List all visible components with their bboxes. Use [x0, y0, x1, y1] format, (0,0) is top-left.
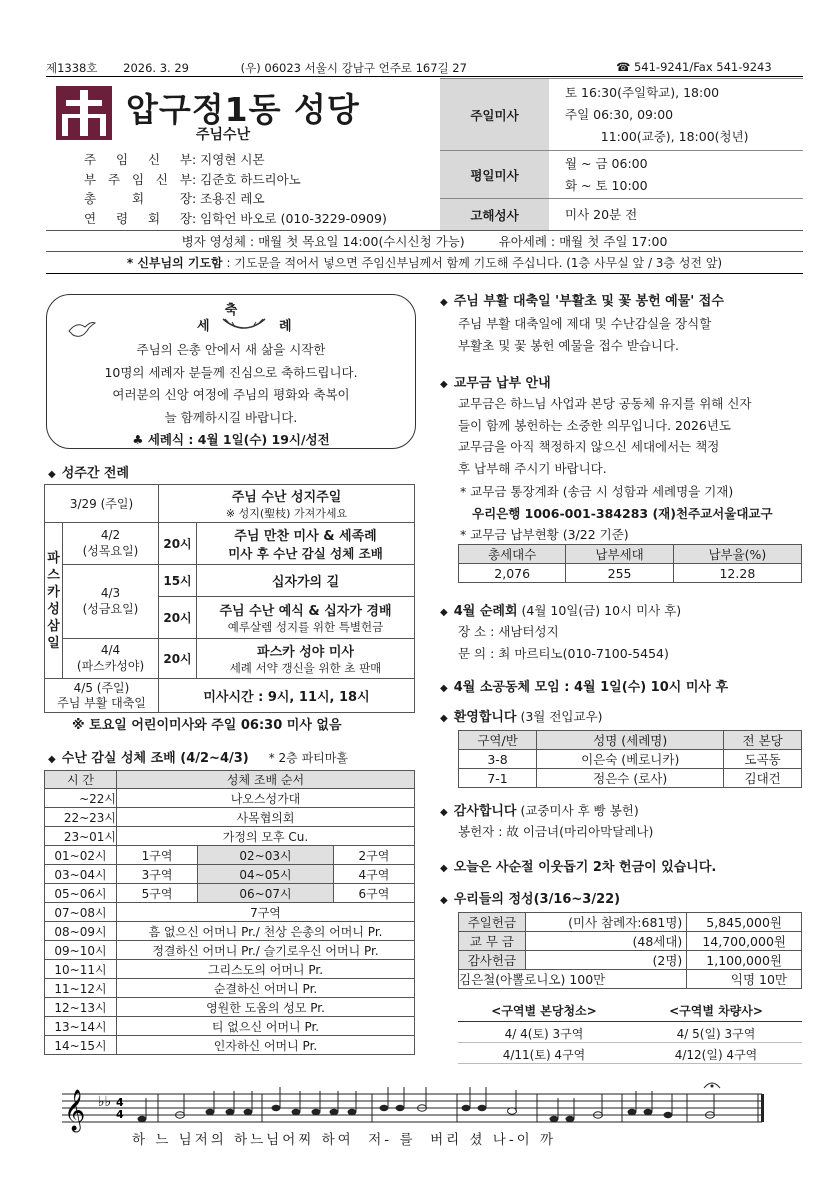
date-cell: 4/5 (주일)	[73, 680, 130, 695]
table-row	[45, 808, 415, 827]
notice-line: 후 납부해 주시기 바랍니다.	[458, 460, 607, 476]
table-cell: 이은숙 (베로니카)	[537, 750, 724, 769]
table-row	[459, 731, 802, 750]
notices	[440, 290, 805, 356]
driver-heading: <구역별 차량사>	[669, 1004, 763, 1018]
svg-text:4: 4	[116, 1108, 124, 1121]
staff-role: 주 임 신 부	[84, 152, 192, 167]
table-cell: 5구역	[117, 884, 198, 903]
duty-cell: 4/ 4(토) 3구역	[504, 1027, 584, 1041]
day-cell: (성금요일)	[82, 602, 139, 616]
table-cell: 4구역	[333, 865, 414, 884]
issue-date: 2026. 3. 29	[123, 61, 189, 75]
staff-row	[84, 150, 387, 170]
time-cell: 20시	[159, 597, 197, 639]
mass-line: 토 16:30(주일학교), 18:00	[565, 84, 720, 100]
staff-name: : 김준호 하드리아노	[192, 171, 301, 187]
table-row	[45, 941, 415, 960]
account-number: 우리은행 1006-001-384283 (재)천주교서울대교구	[472, 505, 773, 521]
day-cell: (성목요일)	[82, 544, 139, 558]
notice-line: 주님 부활 대축일에 제대 및 수난감실을 장식할	[458, 316, 712, 331]
title-char: 축	[224, 303, 238, 318]
svg-text:4: 4	[116, 1096, 124, 1109]
baptism-celebration-box	[46, 294, 416, 449]
table-cell: 22~23시	[45, 808, 117, 827]
col-header: 납부세대	[566, 545, 673, 564]
col-header: 납부율(%)	[673, 545, 801, 564]
table-row	[45, 884, 415, 903]
pilgrimage-notice: ◆ 4월 순례회 (4월 10일(금) 10시 미사 후) 장 소 : 새남터성지 문 의 : 최 마르티노(010-7100-5454)	[440, 600, 805, 664]
hymn-lyrics: 하 느 님저의 하느님어찌 하여 저- 를 버리 셨 나-이 까	[132, 1132, 557, 1148]
adoration-table	[44, 770, 415, 1055]
prayer-text: : 기도문을 적어서 넣으면 주임신부님께서 함께 기도해 주십니다. (1층 사무실 앞 / 3층 성전 앞)	[222, 256, 723, 270]
table-cell: 3구역	[117, 865, 198, 884]
mass-times-easter: 미사시간 : 9시, 11시, 18시	[159, 679, 415, 713]
table-cell: 성명 (세례명)	[537, 731, 724, 750]
small-community-heading: ◆ 4월 소공동체 모임 : 4월 1일(수) 10시 미사 후	[440, 680, 729, 695]
staff-name: : 임학언 바오로 (010-3229-0909)	[192, 210, 387, 226]
duty-cell: 4/12(일) 4구역	[674, 1048, 758, 1062]
table-cell: 순결하신 어머니 Pr.	[117, 979, 415, 998]
notice-line: 교무금은 하느님 사업과 본당 공동체 유지를 위해 신자	[458, 396, 752, 411]
svg-text:♭♭: ♭♭	[98, 1094, 112, 1110]
dues-table	[458, 544, 802, 583]
table-row	[459, 750, 802, 769]
adoration-heading: ◆ 수난 감실 성체 조배 (4/2~4/3) * 2층 파티마홀	[48, 751, 348, 766]
paid-rate: 12.28	[673, 564, 801, 583]
table-cell: 감사헌금	[459, 951, 526, 970]
liturgy-note: ※ 성지(聖枝) 가져가세요	[225, 507, 348, 520]
table-cell: 김대건	[724, 769, 802, 788]
liturgy-title: 십자가의 길	[197, 565, 415, 597]
table-cell: 7-1	[459, 769, 537, 788]
table-cell: 사목협의회	[117, 808, 415, 827]
table-cell: 시 간	[45, 771, 117, 789]
total-households: 2,076	[459, 564, 566, 583]
info-bar	[46, 230, 803, 252]
duty-cell: 4/11(토) 4구역	[502, 1048, 586, 1062]
table-row	[459, 970, 802, 989]
table-cell: 01~02시	[45, 846, 117, 865]
notice-line: 교무금을 아직 책정하지 않으신 세대에서는 책정	[458, 439, 720, 454]
offering-table	[458, 912, 802, 989]
prayer-bar	[46, 252, 803, 274]
offering-heading: ◆ 우리들의 정성(3/16~3/22)	[440, 892, 621, 907]
table-cell: 1구역	[117, 846, 198, 865]
table-cell: 구역/반	[459, 731, 537, 750]
mass-line: 주일 06:30, 09:00	[565, 106, 674, 122]
mass-line: 미사 20분 전	[565, 206, 638, 222]
table-cell: 13~14시	[45, 1017, 117, 1036]
account-label: * 교무금 통장계좌 (송금 시 성함과 세례명을 기재)	[460, 484, 734, 499]
table-cell: 인자하신 어머니 Pr.	[117, 1036, 415, 1055]
table-cell: 흠 없으신 어머니 Pr./ 천상 은총의 어머니 Pr.	[117, 922, 415, 941]
staff-role: 부 주 임 신 부	[84, 171, 192, 187]
table-cell: 11~12시	[45, 979, 117, 998]
table-cell: 도곡동	[724, 750, 802, 769]
table-cell: 정은수 (로사)	[537, 769, 724, 788]
table-row	[45, 998, 415, 1017]
hymn-staff	[62, 1076, 774, 1156]
table-row	[459, 769, 802, 788]
paid-households: 255	[566, 564, 673, 583]
holy-week-footnote: ※ 토요일 어린이미사와 주일 06:30 미사 없음	[72, 718, 342, 733]
table-cell: 12~13시	[45, 998, 117, 1017]
table-cell: 가정의 모후 Cu.	[117, 827, 415, 846]
date-cell: 4/2	[100, 528, 121, 542]
mass-line: 11:00(교중), 18:00(청년)	[565, 128, 749, 144]
table-cell: 영원한 도움의 성모 Pr.	[117, 998, 415, 1017]
table-row	[45, 771, 415, 789]
holy-week-heading: ◆ 성주간 전례	[48, 466, 130, 481]
baptism-schedule: ♣ 세례식 : 4월 1일(수) 19시/성전	[132, 432, 330, 447]
table-cell: 06~07시	[198, 884, 334, 903]
table-cell: 02~03시	[198, 846, 334, 865]
day-cell: (파스카성야)	[76, 659, 145, 673]
dues-notice	[440, 372, 805, 546]
liturgical-day: 주님수난	[196, 127, 251, 143]
table-row	[45, 960, 415, 979]
table-cell: 5,845,000원	[687, 913, 802, 932]
staff-row	[84, 189, 387, 209]
sick-communion: 병자 영성체 : 매월 첫 목요일 14:00(수시신청 가능)	[181, 234, 465, 249]
pilgrim-sub: (4월 10일(금) 10시 미사 후)	[517, 603, 682, 618]
table-row	[45, 922, 415, 941]
table-cell: (48세대)	[525, 932, 687, 951]
table-cell: (2명)	[525, 951, 687, 970]
table-cell: 교 무 금	[459, 932, 526, 951]
table-row	[459, 932, 802, 951]
pilgrim-place: 장 소 : 새남터성지	[458, 624, 559, 639]
table-row	[45, 846, 415, 865]
liturgy-title: 파스카 성야 미사	[257, 645, 354, 660]
pilgrim-contact: 문 의 : 최 마르티노(010-7100-5454)	[458, 645, 669, 661]
table-cell: 2구역	[333, 846, 414, 865]
holy-week-table	[44, 484, 415, 713]
table-cell: (미사 참례자:681명)	[525, 913, 687, 932]
svg-text:𝄞: 𝄞	[64, 1090, 86, 1131]
date-cell: 3/29 (주일)	[45, 485, 159, 523]
table-row	[459, 913, 802, 932]
day-cell: 주님 부활 대축일	[57, 695, 146, 710]
date-cell: 4/4	[100, 643, 121, 657]
celebration-line: 여러분의 신앙 여정에 주님의 평화와 축복이	[112, 387, 350, 402]
table-cell: 1,100,000원	[687, 951, 802, 970]
staff-role: 총 회 장	[84, 191, 192, 206]
table-cell: 03~04시	[45, 865, 117, 884]
liturgy-note: 세례 서약 갱신을 위한 초 판매	[229, 661, 382, 675]
mass-line: 화 ~ 토 10:00	[565, 177, 648, 193]
table-cell: 3-8	[459, 750, 537, 769]
mass-label: 고해성사	[440, 199, 549, 231]
table-cell: 09~10시	[45, 941, 117, 960]
table-cell: 05~06시	[45, 884, 117, 903]
today-heading: ◆ 오늘은 사순절 이웃돕기 2차 헌금이 있습니다.	[440, 860, 717, 875]
notice-line: 부활초 및 꽃 봉헌 예물을 접수 받습니다.	[458, 337, 680, 353]
table-cell: 7구역	[117, 903, 415, 922]
table-cell: 6구역	[333, 884, 414, 903]
title-char: 례	[279, 319, 292, 334]
thanks-heading: 감사합니다	[453, 804, 517, 819]
col-header: 총세대수	[459, 545, 566, 564]
table-cell: 10~11시	[45, 960, 117, 979]
prayer-label: * 신부님의 기도함	[126, 256, 223, 270]
staff-name: : 조용진 레오	[192, 191, 265, 206]
music-staff-icon	[62, 1076, 774, 1136]
table-cell: 나오스성가대	[117, 789, 415, 808]
notice-line: 들이 함께 봉헌하는 소중한 의무입니다. 2026년도	[458, 417, 732, 433]
table-cell: 07~08시	[45, 903, 117, 922]
thanks-sub: (교중미사 후 빵 봉헌)	[516, 803, 639, 818]
table-cell: 티 없으신 어머니 Pr.	[117, 1017, 415, 1036]
table-cell: 04~05시	[198, 865, 334, 884]
celebration-line: 늘 함께하시길 바랍니다.	[164, 409, 298, 425]
thanks-notice: ◆ 감사합니다 (교중미사 후 빵 봉헌) 봉헌자 : 故 이금녀(마리아막달레나)	[440, 800, 805, 843]
staff-row	[84, 170, 387, 190]
phone: ☎ 541-9241/Fax 541-9243	[616, 60, 772, 74]
pilgrim-heading: 4월 순례회	[453, 604, 518, 619]
liturgy-title: 주님 수난 성지주일	[231, 490, 342, 505]
duty-roster	[458, 1002, 802, 1064]
table-row	[45, 865, 415, 884]
duty-cell: 4/ 5(일) 3구역	[676, 1027, 756, 1041]
header-line	[46, 60, 772, 76]
date-cell: 4/3	[100, 586, 121, 600]
table-cell: ~22시	[45, 789, 117, 808]
parish-logo	[56, 86, 112, 140]
table-cell: 정결하신 어머니 Pr./ 슬기로우신 어머니 Pr.	[117, 941, 415, 960]
parish-name: 압구정1동 성당	[126, 90, 360, 129]
mass-label: 주일미사	[440, 79, 549, 151]
table-row	[45, 903, 415, 922]
table-cell: 14,700,000원	[687, 932, 802, 951]
staff-name: : 지영현 시몬	[192, 152, 265, 167]
liturgy-title: 주님 수난 예식 & 십자가 경배	[219, 604, 392, 619]
easter-heading: ◆ 주님 부활 대축일 '부활초 및 꽃 봉헌 예물' 접수	[440, 294, 724, 309]
dues-heading: ◆ 교무금 납부 안내	[440, 376, 551, 391]
time-cell: 20시	[159, 523, 197, 565]
mass-line: 월 ~ 금 06:00	[565, 155, 648, 171]
liturgy-note: 예루살렘 성지를 위한 특별헌금	[227, 620, 384, 634]
table-row	[459, 951, 802, 970]
time-cell: 15시	[159, 565, 197, 597]
staff-role: 연 령 회 장	[84, 210, 192, 226]
table-row	[45, 827, 415, 846]
infant-baptism: 유아세례 : 매월 첫 주일 17:00	[498, 234, 668, 249]
table-cell: 그리스도의 어머니 Pr.	[117, 960, 415, 979]
laurel-icon	[219, 315, 269, 338]
celebration-line: 10명의 세례자 분들께 진심으로 축하드립니다.	[104, 364, 358, 380]
celebration-line: 주님의 은총 안에서 새 삶을 시작한	[136, 342, 326, 357]
table-cell: 성체 조배 순서	[117, 771, 415, 789]
welcome-heading: ◆ 환영합니다 (3월 전입교우)	[440, 709, 603, 725]
table-cell: 전 본당	[724, 731, 802, 750]
table-cell: 주일헌금	[459, 913, 526, 932]
table-cell: 김은철(아뽈로니오) 100만	[459, 970, 687, 989]
table-cell: 23~01시	[45, 827, 117, 846]
welcome-table	[458, 730, 802, 788]
table-row	[45, 979, 415, 998]
triduum-label: 파 스 카 성 삼 일	[45, 523, 63, 679]
liturgy-note: 미사 후 수난 감실 성체 조배	[228, 546, 383, 561]
table-row	[45, 1017, 415, 1036]
table-cell: 14~15시	[45, 1036, 117, 1055]
time-cell: 20시	[159, 639, 197, 679]
table-row	[45, 1036, 415, 1055]
cleaning-heading: <구역별 본당청소>	[491, 1004, 597, 1018]
table-cell: 08~09시	[45, 922, 117, 941]
mass-label: 평일미사	[440, 151, 549, 199]
donor-line: 봉헌자 : 故 이금녀(마리아막달레나)	[458, 824, 654, 839]
dues-status-label: * 교무금 납부현황 (3/22 기준)	[460, 527, 629, 542]
liturgy-title: 주님 만찬 미사 & 세족례	[234, 529, 377, 544]
table-cell: 익명 10만	[687, 970, 802, 989]
mass-times-table	[440, 78, 803, 231]
issue-number: 제1338호	[46, 61, 98, 75]
staff-list	[84, 150, 387, 228]
table-row	[45, 789, 415, 808]
staff-row	[84, 209, 387, 229]
title-char: 세	[197, 319, 210, 334]
address: (우) 06023 서울시 강남구 언주로 167길 27	[240, 61, 467, 75]
